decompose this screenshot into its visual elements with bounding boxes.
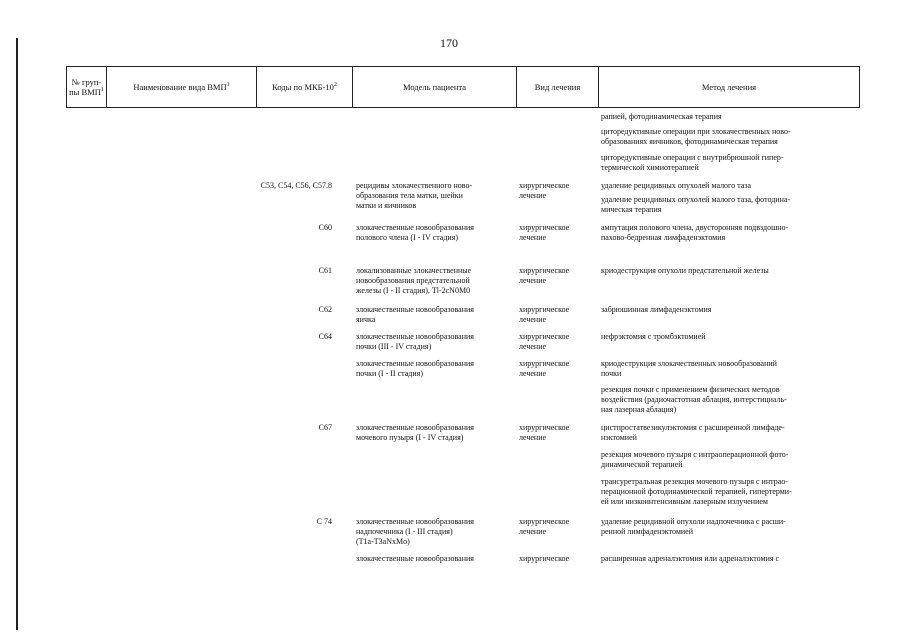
cell-line: железы (I - II стадия), Tl-2cN0M0 [356, 286, 471, 295]
method-cell [601, 554, 859, 564]
header-vmp-name [106, 66, 256, 108]
treatment-type-cell [519, 305, 599, 325]
treatment-type-cell [519, 223, 599, 243]
patient-model-cell [356, 517, 514, 547]
method-cell [601, 477, 859, 507]
method-cell [601, 450, 859, 470]
cell-line: удаление рецидивных опухолей малого таза, фотодина- [601, 195, 791, 204]
header-vmp-name-sup: 1 [226, 82, 230, 89]
method-cell [601, 266, 859, 276]
cell-line: надпочечника (I - III стадия) [356, 527, 453, 536]
icd-code-cell: C67 [318, 423, 332, 432]
cell-line: хирургическое [519, 554, 570, 563]
cell-line: циторедуктивные операции при злокачественных ново- [601, 127, 791, 136]
treatment-type-cell [519, 517, 599, 537]
cell-line: мочевого пузыря (I - IV стадия) [356, 433, 464, 442]
method-cell [601, 423, 859, 443]
cell-line: лечение [519, 342, 547, 351]
header-patient [352, 66, 516, 108]
cell-line: нефрэктомия с тромбэктомией [601, 332, 706, 341]
icd-code-cell: C 74 [316, 517, 332, 526]
cell-line: цистпростатвезикулэктомия с расширенной лимфаде- [601, 423, 785, 432]
header-group-no-text: № груп- пы ВМП [69, 77, 102, 97]
cell-line: хирургическое [519, 517, 570, 526]
cell-line: полового члена (I - IV стадия) [356, 233, 459, 242]
method-cell [601, 112, 859, 122]
cell-line: лечение [519, 191, 547, 200]
method-cell [601, 305, 859, 315]
icd-code-cell: C64 [318, 332, 332, 341]
cell-line: лечение [519, 433, 547, 442]
cell-line: рапией, фотодинамическая терапия [601, 112, 722, 121]
cell-line: удаление рецидивных опухолей малого таза [601, 181, 751, 190]
cell-line: ренной лимфаденэктомией [601, 527, 693, 536]
header-group-no [66, 66, 106, 108]
method-cell [601, 195, 859, 215]
cell-line: криодеструкция опухоли предстательной железы [601, 266, 769, 275]
header-treatment [516, 66, 598, 108]
patient-model-cell [356, 181, 514, 211]
patient-model-cell [356, 223, 514, 243]
cell-line: ная лазерная аблация) [601, 405, 677, 414]
method-cell [601, 181, 859, 191]
cell-line: хирургическое [519, 359, 570, 368]
header-method [598, 66, 860, 108]
header-icd [256, 66, 352, 108]
cell-line: злокачественные новообразования [356, 332, 474, 341]
method-cell [601, 359, 859, 379]
cell-line: пахово-бедренная лимфаденэктомия [601, 233, 726, 242]
cell-line: воздействия (радиочастотная аблация, интерстициаль- [601, 395, 787, 404]
cell-line: матки и яичников [356, 201, 417, 210]
cell-line: термической химиотерапией [601, 163, 699, 172]
icd-code-cell: C62 [318, 305, 332, 314]
cell-line: резекция мочевого пузыря с интраоперационной фото- [601, 450, 789, 459]
cell-line: злокачественные новообразования [356, 359, 474, 368]
cell-line: рецидивы злокачественного ново- [356, 181, 473, 190]
header-patient-text: Модель пациента [402, 82, 467, 92]
treatment-type-cell [519, 423, 599, 443]
cell-line: почки (I - II стадия) [356, 369, 423, 378]
cell-line: расширенная адреналэктомия или адреналэктомия с [601, 554, 780, 563]
header-treatment-text: Вид лечения [534, 82, 581, 92]
patient-model-cell [356, 554, 514, 564]
cell-line: лечение [519, 369, 547, 378]
method-cell [601, 385, 859, 415]
cell-line: лечение [519, 527, 547, 536]
scan-edge-line [16, 38, 18, 630]
treatment-type-cell [519, 554, 599, 564]
method-cell [601, 517, 859, 537]
header-icd-text: Коды по МКБ-10 [272, 82, 334, 92]
cell-line: лечение [519, 315, 547, 324]
cell-line: (T1a-T3aNxMo) [356, 537, 410, 546]
cell-line: образованиях яичников, фотодинамическая терапия [601, 137, 778, 146]
cell-line: новообразования предстательной [356, 276, 470, 285]
method-cell [601, 332, 859, 342]
cell-line: хирургическое [519, 223, 570, 232]
patient-model-cell [356, 332, 514, 352]
cell-line: ей или низкоинтенсивным лазерным излучением [601, 497, 768, 506]
cell-line: удаление рецидивной опухоли надпочечника с расши- [601, 517, 786, 526]
cell-line: криодеструкция злокачественных новообразований [601, 359, 777, 368]
icd-code-cell: C60 [318, 223, 332, 232]
cell-line: резекция почки с применением физических методов [601, 385, 780, 394]
cell-line: злокачественные новообразования [356, 517, 474, 526]
cell-line: забрюшинная лимфаденэктомия [601, 305, 712, 314]
patient-model-cell [356, 266, 514, 296]
method-cell [601, 223, 859, 243]
header-icd-sup: 2 [333, 82, 337, 89]
cell-line: почки [601, 369, 622, 378]
cell-line: хирургическое [519, 266, 570, 275]
treatment-type-cell [519, 181, 599, 201]
page-number: 170 [440, 36, 458, 50]
cell-line: перационной фотодинамической терапией, гипертерми- [601, 487, 792, 496]
cell-line: нэктомией [601, 433, 637, 442]
cell-line: хирургическое [519, 305, 570, 314]
header-vmp-name-text: Наименование вида ВМП [133, 82, 227, 92]
cell-line: злокачественные новообразования [356, 554, 474, 563]
cell-line: хирургическое [519, 332, 570, 341]
cell-line: хирургическое [519, 181, 570, 190]
cell-line: трансуретральная резекция мочевого пузыря с интрао- [601, 477, 788, 486]
icd-code-cell: C53, C54, C56, C57.8 [260, 181, 332, 190]
cell-line: почки (III - IV стадия) [356, 342, 432, 351]
cell-line: образования тела матки, шейки [356, 191, 463, 200]
patient-model-cell [356, 305, 514, 325]
patient-model-cell [356, 359, 514, 379]
header-group-no-sup: 1 [100, 87, 104, 94]
cell-line: динамической терапией [601, 460, 683, 469]
patient-model-cell [356, 423, 514, 443]
cell-line: хирургическое [519, 423, 570, 432]
method-cell [601, 127, 859, 147]
cell-line: ампутация полового члена, двусторонняя подвздошно- [601, 223, 789, 232]
cell-line: злокачественные новообразования [356, 223, 474, 232]
cell-line: злокачественные новообразования [356, 305, 474, 314]
treatment-type-cell [519, 359, 599, 379]
cell-line: локализованные злокачественные [356, 266, 472, 275]
treatment-type-cell [519, 332, 599, 352]
method-cell [601, 153, 859, 173]
header-method-text: Метод лечения [701, 82, 757, 92]
treatment-type-cell [519, 266, 599, 286]
cell-line: мическая терапия [601, 205, 662, 214]
cell-line: циторедуктивные операции с внутрибрюшной гипер- [601, 153, 784, 162]
cell-line: злокачественные новообразования [356, 423, 474, 432]
cell-line: лечение [519, 233, 547, 242]
cell-line: лечение [519, 276, 547, 285]
cell-line: яичка [356, 315, 376, 324]
icd-code-cell: C61 [318, 266, 332, 275]
